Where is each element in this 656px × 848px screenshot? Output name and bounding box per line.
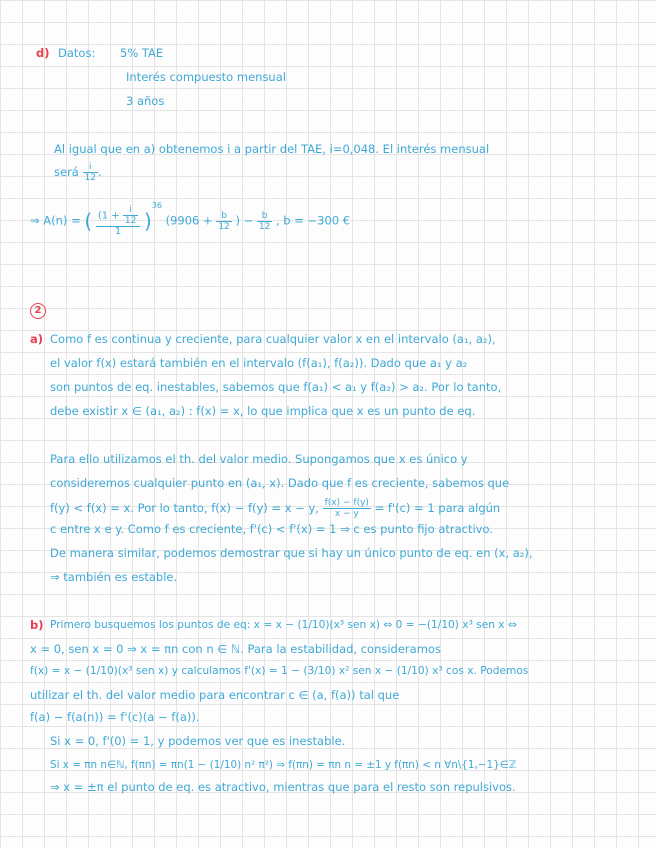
- section-2b-line-5: Si x = 0, f'(0) = 1, y podemos ver que es inestable.: [50, 734, 346, 748]
- section-d-text-1: Al igual que en a) obtenemos i a partir del TAE, i=0,048. El interés mensual: [54, 142, 490, 156]
- section-2b-label: b): [30, 618, 44, 632]
- datos-label: Datos:: [58, 46, 96, 60]
- section-2b-line-4: f(a) − f(a(n)) = f'(c)(a − f(a)).: [30, 710, 200, 724]
- section-2a-line-9: De manera similar, podemos demostrar que si hay un único punto de eq. en (x, a₂),: [50, 546, 533, 560]
- datos-interes: Interés compuesto mensual: [126, 70, 286, 84]
- section-2a-line-2: son puntos de eq. inestables, sabemos que f(a₁) < a₁ y f(a₂) > a₂. Por lo tanto,: [50, 380, 502, 394]
- datos-anos: 3 años: [126, 94, 165, 108]
- section-2a-line-8: c entre x e y. Como f es creciente, f'(c) < f'(x) = 1 ⇒ c es punto fijo atractivo.: [50, 522, 493, 536]
- section-d-text-2: será $\frac{i}{12}$ .: [54, 162, 102, 183]
- section-2b-line-2: f(x) = x − (1/10)(x³ sen x) y calculamos f'(x) = 1 − (3/10) x² sen x − (1/10) x³ cos x. Podemos: [30, 665, 529, 677]
- i-over-12: $\frac{i}{12}$: [84, 162, 96, 183]
- section-2b-line-3: utilizar el th. del valor medio para encontrar c ∈ (a, f(a)) tal que: [30, 688, 400, 702]
- section-2b-line-6: Si x = πn n∈ℕ, f(πn) = πn(1 − (1/10) n² π²) ⇒ f(πn) = πn n = ±1 y f(πn) < n ∀n\{1,−1}∈ℤ: [50, 759, 517, 771]
- section-2b-line-7: ⇒ x = ±π el punto de eq. es atractivo, mientras que para el resto son repulsivos.: [50, 780, 516, 794]
- section-d-label: d): [36, 46, 50, 60]
- section-2a-line-5: Para ello utilizamos el th. del valor medio. Supongamos que x es único y: [50, 452, 468, 466]
- section-2a-line-0: Como f es continua y creciente, para cualquier valor x en el intervalo (a₁, a₂),: [50, 332, 496, 346]
- datos-tae: 5% TAE: [120, 46, 164, 60]
- section-2a-line-1: el valor f(x) estará también en el intervalo (f(a₁), f(a₂)). Dado que a₁ y a₂: [50, 356, 468, 370]
- section-2b-line-1: x = 0, sen x = 0 ⇒ x = πn con n ∈ ℕ. Para la estabilidad, consideramos: [30, 642, 441, 656]
- question-number-2: 2: [30, 303, 46, 319]
- annuity-formula: ⇒ A(n) = ( (1 + $\frac{i}{12}$ 1 )$^{36}$ (9906 + $\frac{b}{12}$ ) − $\frac{b}{12}$ , b = −300 €: [30, 200, 351, 237]
- section-2a-line-7: f(y) < f(x) = x. Por lo tanto, f(x) − f(y) = x − y, $\frac{f(x) - f(y)}{x - y}$ = f'(c) = 1 para algún: [50, 498, 501, 519]
- section-2b-line-0: Primero busquemos los puntos de eq: x = x − (1/10)(x³ sen x) ⇔ 0 = −(1/10) x³ sen x ⇔: [50, 619, 517, 631]
- section-2a-line-6: consideremos cualquier punto en (a₁, x). Dado que f es creciente, sabemos que: [50, 476, 510, 490]
- section-2a-line-3: debe existir x ∈ (a₁, a₂) : f(x) = x, lo que implica que x es un punto de eq.: [50, 404, 476, 418]
- section-2a-line-10: ⇒ también es estable.: [50, 570, 178, 584]
- section-2a-label: a): [30, 332, 44, 346]
